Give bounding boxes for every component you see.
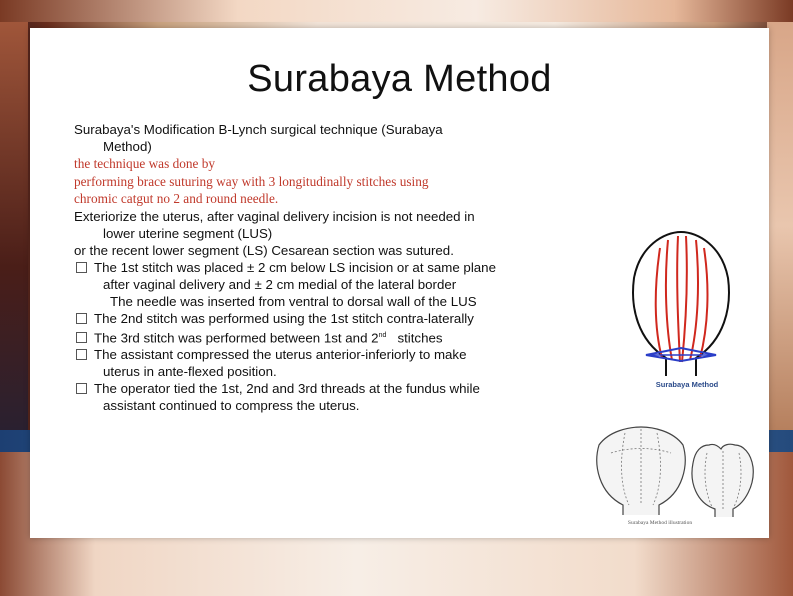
bullet-text: The 3rd stitch was performed between 1st and 2 xyxy=(94,329,379,345)
checkbox-bullet-icon xyxy=(76,332,87,343)
background-side-right xyxy=(767,22,793,430)
bullet-text: stitches xyxy=(386,329,443,345)
body-line-red: chromic catgut no 2 and round needle. xyxy=(74,191,279,206)
checkbox-bullet-icon xyxy=(76,262,87,273)
superscript: nd xyxy=(378,331,387,339)
body-line: or the recent lower segment (LS) Cesarean section was sutured. xyxy=(74,242,454,258)
body-line-red: the technique was done by xyxy=(74,156,216,171)
uterus-suture-figure xyxy=(620,228,742,388)
body-line: lower uterine segment (LUS) xyxy=(103,225,273,241)
background-band-top xyxy=(0,0,793,22)
body-line: Exteriorize the uterus, after vaginal delivery incision is not needed in xyxy=(74,208,475,224)
checkbox-bullet-icon xyxy=(76,349,87,360)
body-line: Surabaya's Modification B-Lynch surgical technique (Surabaya xyxy=(74,122,443,137)
bullet-text: The assistant compressed the uterus anterior-inferiorly to make xyxy=(94,346,467,362)
slide-body xyxy=(74,121,614,414)
bullet-item xyxy=(74,327,614,346)
checkbox-bullet-icon xyxy=(76,383,87,394)
bullet-text: The operator tied the 1st, 2nd and 3rd threads at the fundus while xyxy=(94,380,480,396)
body-line: assistant continued to compress the uterus. xyxy=(103,397,360,413)
bullet-item xyxy=(74,259,614,276)
checkbox-bullet-icon xyxy=(76,313,87,324)
bullet-text: The 2nd stitch was performed using the 1st stitch contra-laterally xyxy=(94,310,474,326)
background-side-left xyxy=(0,22,28,430)
body-line: uterus in ante-flexed position. xyxy=(103,363,277,379)
body-line: Method) xyxy=(103,139,152,154)
body-line-red: performing brace suturing way with 3 longitudinally stitches using xyxy=(74,173,429,189)
illustration-caption: Surabaya Method illustration xyxy=(627,520,693,526)
body-line: after vaginal delivery and ± 2 cm medial of the lateral border xyxy=(103,276,457,292)
bullet-item xyxy=(74,346,614,363)
figure-caption: Surabaya Method xyxy=(655,380,719,389)
bullet-text: The 1st stitch was placed ± 2 cm below LS incision or at same plane xyxy=(94,259,496,275)
bullet-item xyxy=(74,310,614,327)
slide xyxy=(30,28,769,538)
slide-title: Surabaya Method xyxy=(247,58,552,100)
uterus-illustration xyxy=(589,423,761,523)
body-line: The needle was inserted from ventral to dorsal wall of the LUS xyxy=(110,293,477,309)
bullet-item xyxy=(74,380,614,397)
